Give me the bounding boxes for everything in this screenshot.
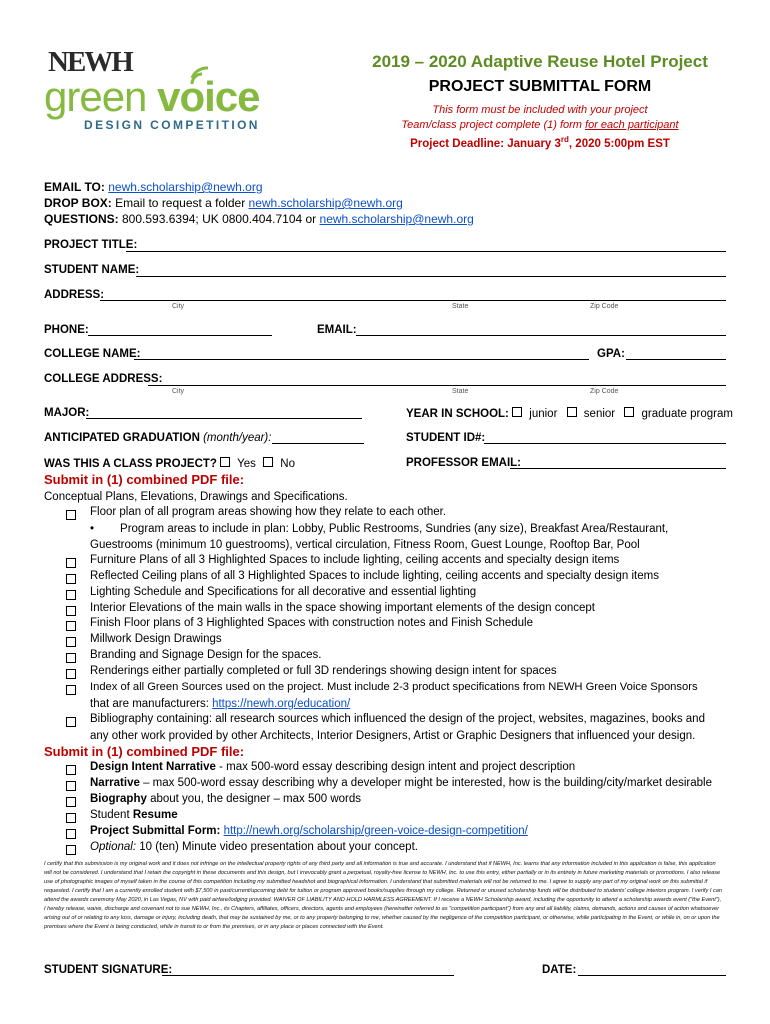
dropbox-link[interactable]: newh.scholarship@newh.org: [248, 196, 403, 210]
item-rest: Student: [90, 809, 133, 821]
section1-heading: Submit in (1) combined PDF file:: [44, 472, 245, 487]
questions-link[interactable]: newh.scholarship@newh.org: [319, 212, 474, 226]
item-rest: 10 (ten) Minute video presentation about your concept.: [136, 841, 418, 853]
questions-text: 800.593.6394; UK 0800.404.7104 or: [118, 212, 320, 226]
class-project-yes-checkbox[interactable]: [220, 457, 230, 467]
item-text: Furniture Plans of all 3 Highlighted Spaces to include lighting, ceiling accents and specialty design items: [90, 554, 620, 566]
form-note-participant: [340, 119, 740, 131]
phone-label: PHONE:: [44, 324, 89, 336]
item-text: Floor plan of all program areas showing how they relate to each other.: [90, 506, 447, 518]
item-bold: Design Intent Narrative: [90, 761, 216, 773]
item-checkbox[interactable]: [66, 510, 76, 520]
item-checkbox[interactable]: [66, 606, 76, 616]
professor-email-field[interactable]: [510, 468, 726, 469]
page-title: 2019 – 2020 Adaptive Reuse Hotel Project: [372, 52, 708, 71]
form-title: PROJECT SUBMITTAL FORM: [428, 78, 652, 95]
major-field[interactable]: [86, 418, 362, 419]
item-rest: - max 500-word essay describing design intent and project description: [215, 761, 576, 773]
student-id-label: STUDENT ID#:: [406, 432, 486, 444]
note-text: Team/class project complete (1) form: [401, 119, 586, 131]
deadline-text-end: , 2020 5:00pm EST: [568, 137, 670, 150]
item-checkbox[interactable]: [66, 574, 76, 584]
date-label: DATE:: [542, 964, 577, 976]
gpa-label: GPA:: [597, 348, 625, 360]
dropbox-text: Email to request a folder: [111, 196, 249, 210]
item-text: Finish Floor plans of 3 Highlighted Spaces with construction notes and Finish Schedule: [90, 617, 533, 629]
item-text: [90, 825, 528, 837]
item-bold: Biography: [90, 793, 147, 805]
item-checkbox[interactable]: [66, 797, 76, 807]
section2-heading: Submit in (1) combined PDF file:: [44, 744, 245, 759]
student-name-field[interactable]: [136, 276, 726, 277]
email-to-label: EMAIL TO:: [44, 180, 109, 194]
item-text: Bibliography containing: all research sources which influenced the design of the project, websites, magazines, books and: [90, 713, 705, 725]
program-areas-bullet: [90, 522, 668, 538]
student-name-label: STUDENT NAME:: [44, 264, 140, 276]
item-text: Index of all Green Sources used on the project. Must include 2-3 product specifications from NEWH Green Voice Sponsors: [90, 681, 698, 693]
year-label: YEAR IN SCHOOL:: [406, 408, 509, 420]
college-city-hint: City: [172, 388, 185, 395]
newh-logo: NEWH: [48, 46, 132, 78]
dropbox-line: [44, 196, 403, 210]
college-address-field[interactable]: [148, 385, 726, 386]
dropbox-label: DROP BOX:: [44, 196, 112, 210]
item-text: Lighting Schedule and Specifications for all decorative and essential lighting: [90, 586, 477, 598]
anticipated-hint: (month/year):: [203, 432, 272, 444]
bullet-text: Program areas to include in plan: Lobby, Public Restrooms, Sundries (any size), Breakfast Area/Restaurant,: [120, 523, 669, 535]
questions-label: QUESTIONS:: [44, 212, 119, 226]
item-checkbox[interactable]: [66, 669, 76, 679]
address-state-hint: State: [452, 303, 469, 310]
form-note: This form must be included with your project: [432, 104, 648, 116]
deadline-sup: rd: [560, 135, 569, 144]
deadline-text: Project Deadline: January 3: [410, 137, 561, 150]
item-text: [90, 841, 418, 853]
item-checkbox[interactable]: [66, 781, 76, 791]
date-field[interactable]: [578, 975, 726, 976]
student-signature-label: STUDENT SIGNATURE:: [44, 964, 173, 976]
note-emphasis: for each participant: [585, 119, 679, 131]
item-checkbox[interactable]: [66, 558, 76, 568]
index-cont: [90, 697, 350, 713]
item-bold: Resume: [132, 809, 178, 821]
address-field[interactable]: [100, 300, 726, 301]
questions-line: [44, 212, 474, 226]
item-text: Reflected Ceiling plans of all 3 Highlighted Spaces to include lighting, ceiling accents and specialty design items: [90, 570, 659, 582]
item-text: [90, 793, 361, 805]
year-in-school: [406, 407, 733, 420]
junior-checkbox[interactable]: [512, 407, 522, 417]
signal-arc-icon: [188, 64, 218, 88]
item-checkbox[interactable]: [66, 813, 76, 823]
graduate-checkbox[interactable]: [624, 407, 634, 417]
address-zip-hint: Zip Code: [590, 303, 619, 310]
item-checkbox[interactable]: [66, 765, 76, 775]
email-to-link[interactable]: newh.scholarship@newh.org: [108, 180, 263, 194]
yes-label: Yes: [234, 458, 256, 470]
no-label: No: [277, 458, 296, 470]
address-label: ADDRESS:: [44, 289, 105, 301]
project-deadline: [340, 135, 740, 150]
legal-certification: I certify that this submission is my original work and it does not infringe on the intellectual property rights of any third party and all information is true and accurate. I understand that if NEWH, Inc. learns that any information included in this application is false, this application will not be considered. I understand that I retain the copyright in these documents and this design, but I irrevocably grant a perpetual, royalty-free license to NEWH, Inc. to use this entry, either partially or in its entirety in future marketing materials or promotions. I also release use of photographic images of myself taken in the course of this competition including my submitted headshot and biographical information. I understand that submitted materials will not be returned to me. I agree to supply any part of my original work on this submittal if requested. I certify that I am a currently enrolled student with $7,500 in past/current/upcoming debt for tuition or program approved books/supplies through my college. Returned or unused scholarship funds will be distributed to students' college interiors program. I verify I can attend the awards ceremony May 2020, in Las Vegas, NV with paid airfare/lodging provided. WAIVER OF LIABILITY AND HOLD HARMLESS AGREEMENT. If I receive a NEWH Scholarship award, including the opportunity to attend a scholarship awards event ("the Event"), I hereby release, waive, discharge and covenant not to sue NEWH, Inc., its Chapters, affiliates, officers, directors, agents and employees (hereinafter referred to as "competition participant") from any and all liability, claims, demands, actions and causes of action whatsoever arising out of or relating to any loss, damage or injury, including death, that may be sustained by me, or to any property belonging to me, whether caused by the negligence of the competition participant, or otherwise, while participating in the Event, or while in, on or upon the premises where the Event is being conducted, while in transit to or from the premises, or in any place or places connected with the Event.: [44, 861, 722, 930]
education-link[interactable]: https://newh.org/education/: [212, 698, 351, 710]
item-bold: Narrative: [90, 777, 140, 789]
gpa-field[interactable]: [626, 359, 726, 360]
section1-intro: Conceptual Plans, Elevations, Drawings and Specifications.: [44, 491, 348, 503]
item-checkbox[interactable]: [66, 717, 76, 727]
biblio-cont: any other work provided by other Architects, Interior Designers, Artist or Graphic Designers that influenced your design.: [90, 730, 696, 742]
anticipated-text: ANTICIPATED GRADUATION: [44, 432, 204, 444]
item-checkbox[interactable]: [66, 637, 76, 647]
senior-checkbox[interactable]: [567, 407, 577, 417]
item-bold: Project Submittal Form:: [90, 825, 221, 837]
major-label: MAJOR:: [44, 407, 90, 419]
anticipated-graduation-label: [44, 432, 271, 444]
project-title-field[interactable]: [126, 251, 726, 252]
design-competition-label: DESIGN COMPETITION: [84, 118, 260, 132]
bullet-glyph: •: [90, 523, 95, 535]
item-checkbox[interactable]: [66, 845, 76, 855]
green-voice-logo: [44, 73, 260, 120]
phone-field[interactable]: [88, 335, 272, 336]
item-text: [90, 809, 178, 821]
senior-label: senior: [580, 408, 616, 420]
item-checkbox[interactable]: [66, 590, 76, 600]
professor-email-label: PROFESSOR EMAIL:: [406, 457, 522, 469]
anticipated-graduation-field[interactable]: [272, 443, 364, 444]
class-project-label: WAS THIS A CLASS PROJECT?: [44, 458, 217, 470]
item-italic: Optional:: [90, 841, 137, 853]
index-cont-text: that are manufacturers:: [90, 698, 213, 710]
item-checkbox[interactable]: [66, 829, 76, 839]
program-areas-bullet-cont: Guestrooms (minimum 10 guestrooms), vertical circulation, Fitness Room, Guest Lounge, Rooftop Bar, Pool: [90, 539, 640, 551]
submittal-form-link[interactable]: http://newh.org/scholarship/green-voice-design-competition/: [223, 825, 528, 837]
item-rest: about you, the designer – max 500 words: [146, 793, 362, 805]
item-text: [90, 761, 575, 773]
student-id-field[interactable]: [484, 443, 726, 444]
logo-green-text: green: [44, 73, 147, 120]
college-name-field[interactable]: [134, 359, 589, 360]
college-zip-hint: Zip Code: [590, 388, 619, 395]
email-to-line: [44, 180, 263, 194]
class-project-question: [44, 457, 295, 470]
item-text: Millwork Design Drawings: [90, 633, 222, 645]
project-title-label: PROJECT TITLE:: [44, 239, 138, 251]
college-state-hint: State: [452, 388, 469, 395]
college-address-label: COLLEGE ADDRESS:: [44, 373, 163, 385]
item-text: Interior Elevations of the main walls in the space showing important elements of the design concept: [90, 602, 596, 614]
item-text: Branding and Signage Design for the spaces.: [90, 649, 322, 661]
email-field[interactable]: [356, 335, 726, 336]
graduate-label: graduate program: [638, 408, 733, 420]
college-name-label: COLLEGE NAME:: [44, 348, 141, 360]
item-text: Renderings either partially completed or full 3D renderings showing design intent for spaces: [90, 665, 557, 677]
item-rest: – max 500-word essay describing why a developer might be interested, how is the building/city/market desirable: [139, 777, 712, 789]
address-city-hint: City: [172, 303, 185, 310]
logo-voice-text: voice: [157, 73, 260, 120]
item-text: [90, 777, 712, 789]
email-label: EMAIL:: [317, 324, 357, 336]
student-signature-field[interactable]: [162, 975, 454, 976]
item-checkbox[interactable]: [66, 653, 76, 663]
item-checkbox[interactable]: [66, 621, 76, 631]
class-project-no-checkbox[interactable]: [263, 457, 273, 467]
junior-label: junior: [526, 408, 558, 420]
item-checkbox[interactable]: [66, 685, 76, 695]
